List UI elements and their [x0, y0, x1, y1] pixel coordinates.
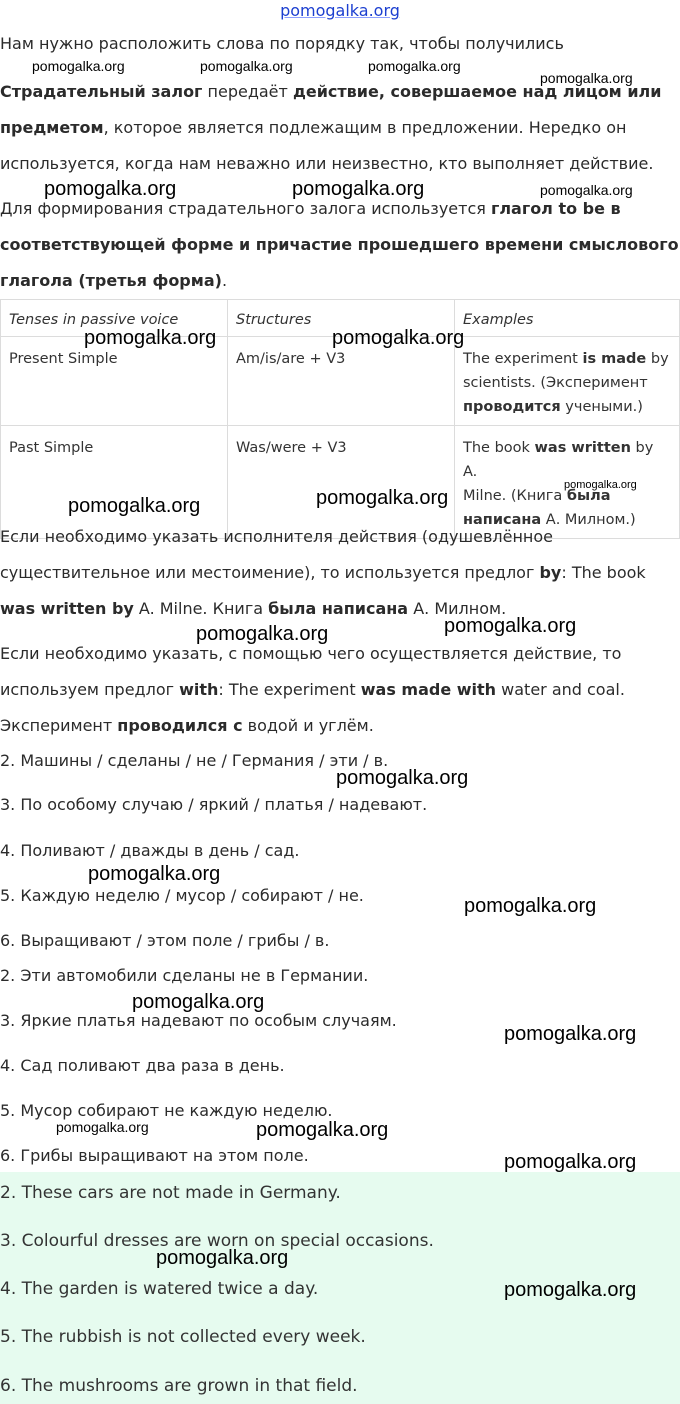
translation-item: 5. Мусор собирают не каждую неделю. [0, 1101, 333, 1120]
translation-item: 4. Сад поливают два раза в день. [0, 1056, 285, 1075]
watermark: pomogalka.org [32, 58, 125, 74]
watermark: pomogalka.org [68, 495, 201, 517]
theory-p1-line-3: используется, когда нам неважно или неизвестно, кто выполняет действие. [0, 154, 654, 173]
note-by-line-1: Если необходимо указать исполнителя действия (одушевлённое [0, 527, 554, 546]
watermark: pomogalka.org [444, 615, 577, 637]
watermark: pomogalka.org [196, 623, 329, 645]
theory-p2-line-3: глагола (третья форма). [0, 271, 228, 290]
note-by-line-3: was written by A. Milne. Книга была написана А. Милном. [0, 599, 507, 618]
theory-p2-line-1: Для формирования страдательного залога используется глагол to be в [0, 199, 621, 218]
translation-item: 3. Яркие платья надевают по особым случаям. [0, 1011, 397, 1030]
table-cell-structure: Am/is/are + V3 [228, 337, 455, 426]
watermark: pomogalka.org [56, 1119, 149, 1135]
table-cell-example: The book was written by A. Milne. (Книга была написана А. Милном.) [455, 426, 680, 539]
theory-p1-line-2: предметом, которое является подлежащим в предложении. Нередко он [0, 118, 627, 137]
watermark: pomogalka.org [84, 327, 217, 349]
watermark: pomogalka.org [504, 1023, 637, 1045]
table-cell-example: The experiment is made by scientists. (Эксперимент проводится учеными.) [455, 337, 680, 426]
note-with-line-3: Эксперимент проводился с водой и углём. [0, 716, 374, 735]
theory-p1-line-1: Страдательный залог передаёт действие, совершаемое над лицом или [0, 82, 662, 101]
watermark: pomogalka.org [368, 58, 461, 74]
task-item: 4. Поливают / дважды в день / сад. [0, 841, 300, 860]
watermark: pomogalka.org [256, 1119, 389, 1141]
watermark: pomogalka.org [200, 58, 293, 74]
table-cell-structure: Was/were + V3 [228, 426, 455, 539]
watermark: pomogalka.org [156, 1247, 289, 1269]
watermark: pomogalka.org [540, 70, 633, 86]
watermark: pomogalka.org [540, 182, 633, 198]
watermark: pomogalka.org [464, 895, 597, 917]
task-item: 3. По особому случаю / яркий / платья / надевают. [0, 795, 428, 814]
task-item: 6. Выращивают / этом поле / грибы / в. [0, 931, 330, 950]
watermark: pomogalka.org [504, 1151, 637, 1173]
watermark: pomogalka.org [132, 991, 265, 1013]
watermark: pomogalka.org [332, 327, 465, 349]
note-by-line-2: существительное или местоимение), то используется предлог by: The book [0, 563, 646, 582]
translation-item: 2. Эти автомобили сделаны не в Германии. [0, 966, 369, 985]
note-with-line-2: используем предлог with: The experiment was made with water and coal. [0, 680, 625, 699]
table-cell-tense: Present Simple [1, 337, 228, 426]
table-cell-tense: Past Simple [1, 426, 228, 539]
watermark: pomogalka.org [564, 479, 637, 491]
site-logo-link[interactable]: pomogalka.org [280, 1, 400, 20]
translation-item: 6. Грибы выращивают на этом поле. [0, 1146, 309, 1165]
answer-item: 5. The rubbish is not collected every week. [0, 1327, 366, 1347]
watermark: pomogalka.org [336, 767, 469, 789]
watermark: pomogalka.org [88, 863, 221, 885]
table-header-examples: Examples [455, 300, 680, 337]
watermark: pomogalka.org [316, 487, 449, 509]
theory-p2-line-2: соответствующей форме и причастие прошедшего времени смыслового [0, 235, 679, 254]
answer-item: 6. The mushrooms are grown in that field. [0, 1376, 358, 1396]
watermark: pomogalka.org [292, 178, 425, 200]
task-item: 5. Каждую неделю / мусор / собирают / не. [0, 886, 364, 905]
intro-text: Нам нужно расположить слова по порядку так, чтобы получились [0, 34, 564, 53]
table-header-structures: Structures [228, 300, 455, 337]
answer-item: 3. Colourful dresses are worn on special occasions. [0, 1231, 434, 1251]
note-with-line-1: Если необходимо указать, с помощью чего осуществляется действие, то [0, 644, 622, 663]
answer-item: 2. These cars are not made in Germany. [0, 1183, 341, 1203]
watermark: pomogalka.org [44, 178, 177, 200]
table-header-tenses: Tenses in passive voice [1, 300, 228, 337]
task-item: 2. Машины / сделаны / не / Германия / эти / в. [0, 751, 389, 770]
watermark: pomogalka.org [504, 1279, 637, 1301]
answer-item: 4. The garden is watered twice a day. [0, 1279, 319, 1299]
